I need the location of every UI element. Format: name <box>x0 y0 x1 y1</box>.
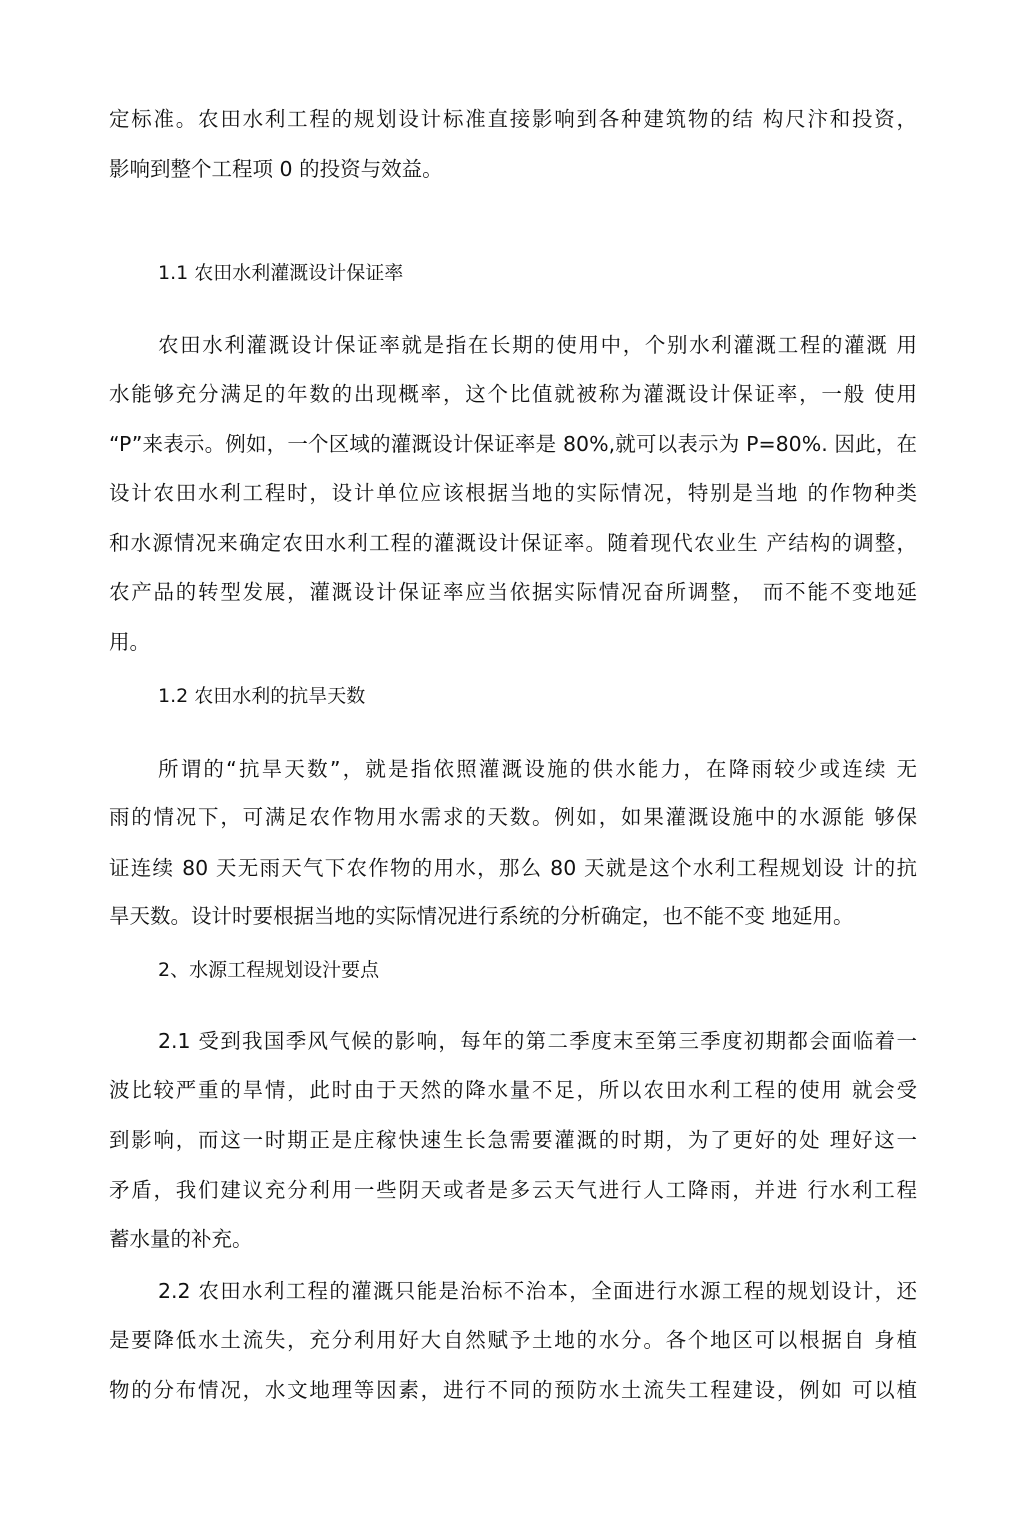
section-1-2-line-3: 证连续 80 天无雨天气下农作物的用水，那么 80 天就是这个水利工程规划设 计的抗 <box>109 856 917 880</box>
section-2-2-line-2: 是要降低水土流失，充分利用好大自然赋予土地的水分。各个地区可以根据自 身植 <box>109 1328 917 1352</box>
intro-line-2: 影响到整个工程项 0 的投资与效益。 <box>109 157 443 181</box>
section-1-1-line-5: 和水源情况来确定农田水利工程的灌溉设计保证率。随着现代农业生 产结构的调整， <box>109 531 917 555</box>
section-1-1-line-4: 设计农田水利工程时，设计单位应该根据当地的实际情况，特别是当地 的作物种类 <box>109 481 917 505</box>
section-2-1-line-4: 矛盾，我们建议充分利用一些阴天或者是多云天气进行人工降雨，并进 行水利工程 <box>109 1178 917 1202</box>
section-1-1-line-3: “P”来表示。例如，一个区域的灌溉设计保证率是 80%,就可以表示为 P=80%. 因此，在 <box>109 432 917 456</box>
section-2-heading: 2、水源工程规划设汁要点 <box>158 959 380 981</box>
section-2-1-line-2: 波比较严重的旱情，此时由于天然的降水量不足，所以农田水利工程的使用 就会受 <box>109 1078 917 1102</box>
section-2-2-line-3: 物的分布情况，水文地理等因素，进行不同的预防水土流失工程建设，例如 可以植 <box>109 1378 917 1402</box>
section-1-2-line-1: 所谓的“抗旱天数”，就是指依照灌溉设施的供水能力，在降雨较少或连续 无 <box>158 757 917 781</box>
section-1-2-heading: 1.2 农田水利的抗旱天数 <box>158 685 366 707</box>
section-1-1-heading: 1.1 农田水利灌溉设计保证率 <box>158 262 404 284</box>
section-2-2-line-1: 2.2 农田水利工程的灌溉只能是治标不治本，全面进行水源工程的规划设计，还 <box>158 1279 917 1303</box>
section-2-1-line-3: 到影响，而这一时期正是庄稼快速生长急需要灌溉的时期，为了更好的处 理好这一 <box>109 1128 917 1152</box>
section-1-1-line-1: 农田水利灌溉设计保证率就是指在长期的使用中，个别水利灌溉工程的灌溉 用 <box>158 333 917 357</box>
section-1-2-line-4: 旱天数。设计时要根据当地的实际情况进行系统的分析确定，也不能不变 地延用。 <box>109 904 854 928</box>
section-2-1-line-5: 蓄水量的补充。 <box>109 1227 253 1251</box>
section-1-1-line-7: 用。 <box>109 630 150 654</box>
intro-line-1: 定标准。农田水利工程的规划设计标准直接影响到各种建筑物的结 构尺汴和投资， <box>109 107 917 131</box>
section-1-1-line-2: 水能够充分满足的年数的出现概率，这个比值就被称为灌溉设计保证率，一般 使用 <box>109 382 917 406</box>
section-1-1-line-6: 农产品的转型发展，灌溉设计保证率应当依据实际情况奋所调整， 而不能不变地延 <box>109 580 917 604</box>
section-2-1-line-1: 2.1 受到我国季风气候的影响，每年的第二季度末至第三季度初期都会面临着一 <box>158 1029 917 1053</box>
section-1-2-line-2: 雨的情况下，可满足农作物用水需求的天数。例如，如果灌溉设施中的水源能 够保 <box>109 805 917 829</box>
